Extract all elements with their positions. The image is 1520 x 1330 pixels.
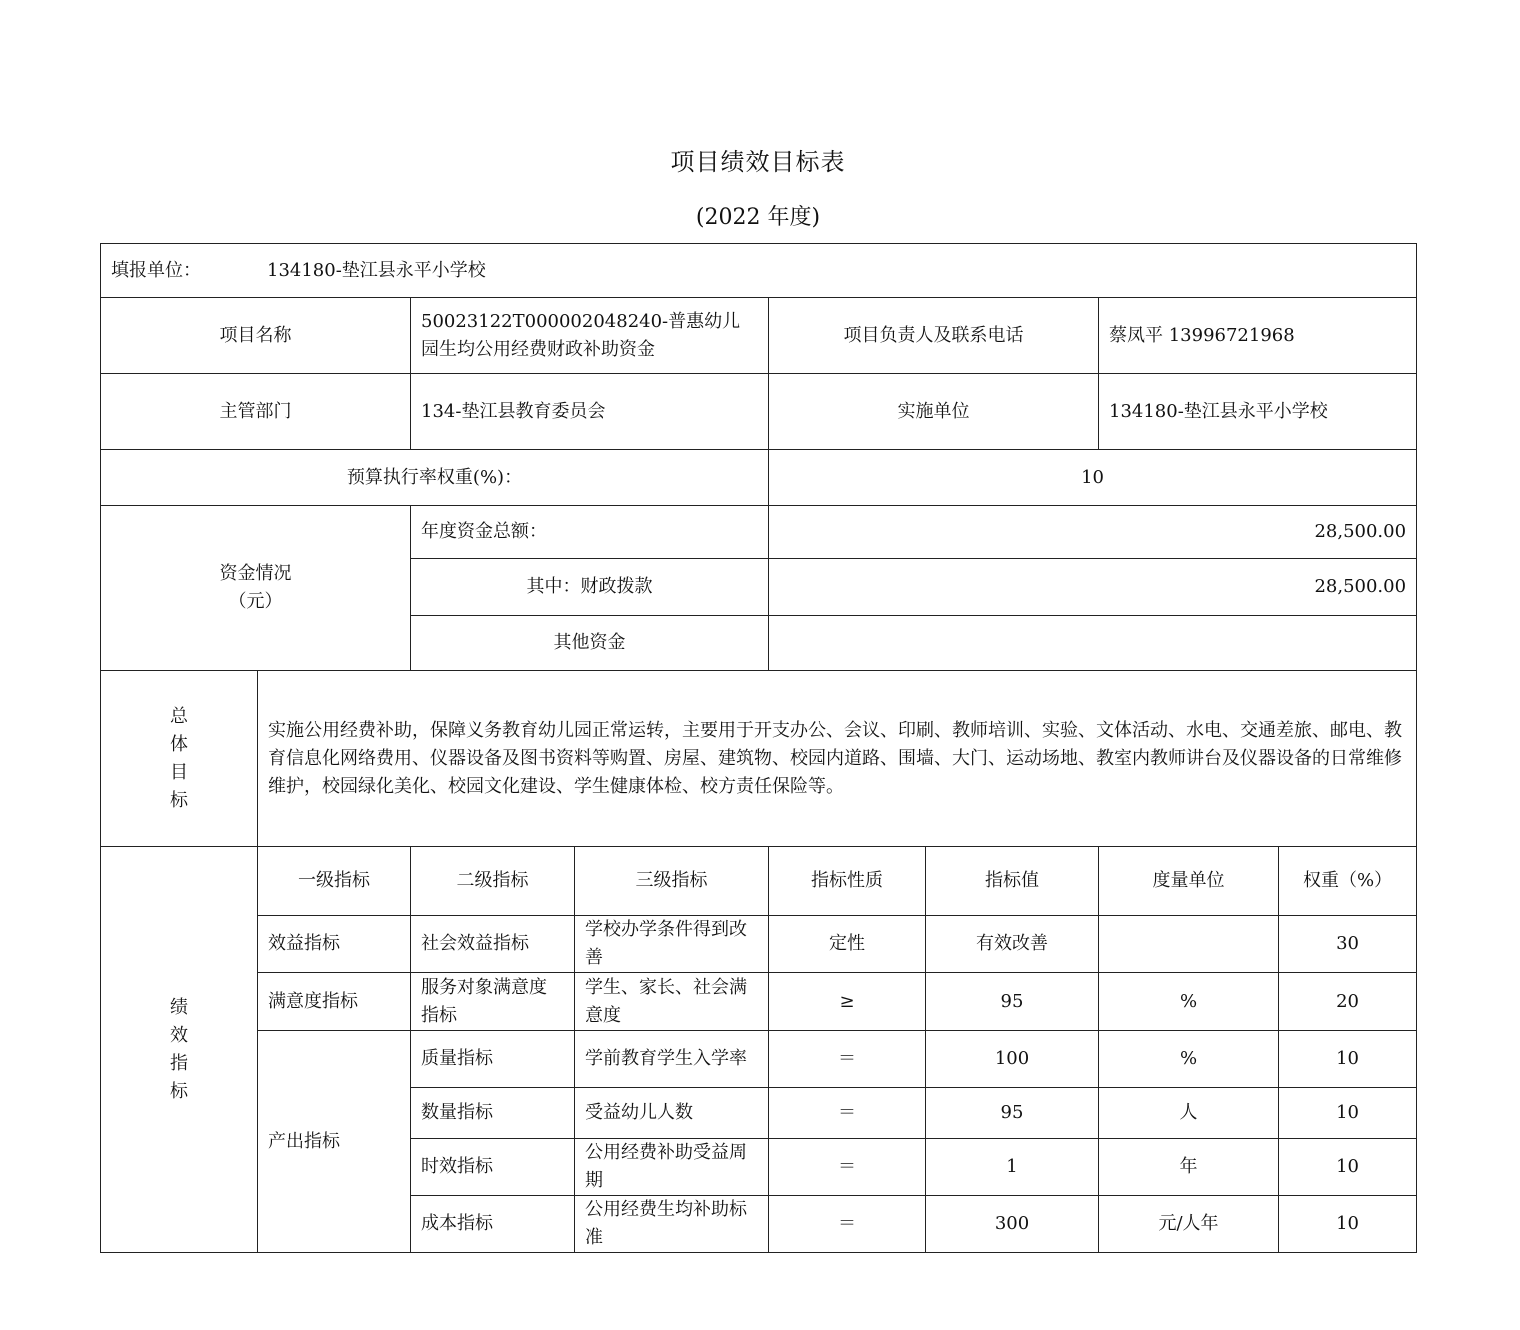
indicators-label xyxy=(101,847,258,1253)
budget-weight-row xyxy=(101,450,1417,506)
header-level1: 一级指标 xyxy=(258,847,411,916)
indicator-weight: 10 xyxy=(1279,1139,1417,1196)
overall-goal-label-char: 目 xyxy=(170,761,188,783)
indicator-value: 95 xyxy=(926,973,1099,1031)
indicator-weight: 20 xyxy=(1279,973,1417,1031)
overall-goal-label-char: 总 xyxy=(170,705,188,727)
header-value: 指标值 xyxy=(926,847,1099,916)
overall-goal-label-char: 标 xyxy=(170,789,188,811)
indicators-label-char: 指 xyxy=(170,1052,188,1074)
reporting-unit-label: 填报单位： xyxy=(111,259,201,281)
funds-label-line1: 资金情况 xyxy=(219,563,292,584)
funds-label xyxy=(101,506,411,671)
indicator-nature: ＝ xyxy=(769,1031,926,1088)
department-label: 主管部门 xyxy=(101,374,411,450)
reporting-unit-cell xyxy=(101,244,1417,298)
header-level3: 三级指标 xyxy=(575,847,769,916)
indicator-level3: 受益幼儿人数 xyxy=(575,1088,769,1139)
indicator-weight: 10 xyxy=(1279,1088,1417,1139)
indicator-level2: 社会效益指标 xyxy=(411,916,575,973)
overall-goal-row xyxy=(101,671,1417,847)
project-name-value: 50023122T000002048240-普惠幼儿园生均公用经费财政补助资金 xyxy=(411,298,769,374)
indicator-level3: 学前教育学生入学率 xyxy=(575,1031,769,1088)
header-unit: 度量单位 xyxy=(1099,847,1279,916)
indicator-header-row xyxy=(101,847,1417,916)
indicator-level2: 成本指标 xyxy=(411,1196,575,1253)
indicator-nature: 定性 xyxy=(769,916,926,973)
indicator-level1: 产出指标 xyxy=(258,1031,411,1253)
indicator-value: 300 xyxy=(926,1196,1099,1253)
indicator-value: 有效改善 xyxy=(926,916,1099,973)
implementing-unit-value: 134180-垫江县永平小学校 xyxy=(1099,374,1417,450)
project-name-label: 项目名称 xyxy=(101,298,411,374)
indicator-value: 100 xyxy=(926,1031,1099,1088)
indicator-nature: ≥ xyxy=(769,973,926,1031)
table-row xyxy=(101,916,1417,973)
indicator-level2: 时效指标 xyxy=(411,1139,575,1196)
indicator-value: 1 xyxy=(926,1139,1099,1196)
indicator-level1: 效益指标 xyxy=(258,916,411,973)
reporting-unit-value: 134180-垫江县永平小学校 xyxy=(267,259,486,281)
indicator-nature: ＝ xyxy=(769,1196,926,1253)
header-nature: 指标性质 xyxy=(769,847,926,916)
funds-label-line2: （元） xyxy=(228,591,283,612)
indicator-level2: 数量指标 xyxy=(411,1088,575,1139)
indicator-level3: 公用经费补助受益周期 xyxy=(575,1139,769,1196)
indicator-unit: 人 xyxy=(1099,1088,1279,1139)
indicator-value: 95 xyxy=(926,1088,1099,1139)
budget-weight-value: 10 xyxy=(769,450,1417,506)
funds-fiscal-label: 其中：财政拨款 xyxy=(411,559,769,616)
funds-other-value xyxy=(769,616,1417,671)
reporting-unit-row xyxy=(101,244,1417,298)
overall-goal-text: 实施公用经费补助，保障义务教育幼儿园正常运转，主要用于开支办公、会议、印刷、教师培训、实验、文体活动、水电、交通差旅、邮电、教育信息化网络费用、仪器设备及图书资料等购置、房屋、建筑物、校园内道路、围墙、大门、运动场地、教室内教师讲台及仪器设备的日常维修维护，校园绿化美化、校园文化建设、学生健康体检、校方责任保险等。 xyxy=(258,671,1417,847)
indicator-nature: ＝ xyxy=(769,1139,926,1196)
table-row xyxy=(101,973,1417,1031)
indicator-level2: 质量指标 xyxy=(411,1031,575,1088)
project-owner-label: 项目负责人及联系电话 xyxy=(769,298,1099,374)
department-row xyxy=(101,374,1417,450)
implementing-unit-label: 实施单位 xyxy=(769,374,1099,450)
page-title: 项目绩效目标表 xyxy=(670,148,846,176)
indicator-nature: ＝ xyxy=(769,1088,926,1139)
indicator-unit: % xyxy=(1099,973,1279,1031)
department-value: 134-垫江县教育委员会 xyxy=(411,374,769,450)
indicators-label-char: 标 xyxy=(170,1080,188,1102)
funds-fiscal-value: 28,500.00 xyxy=(769,559,1417,616)
header-level2: 二级指标 xyxy=(411,847,575,916)
indicators-label-char: 效 xyxy=(170,1024,188,1046)
indicator-level3: 学生、家长、社会满意度 xyxy=(575,973,769,1031)
table-row xyxy=(101,1031,1417,1088)
indicator-unit xyxy=(1099,916,1279,973)
indicator-weight: 10 xyxy=(1279,1196,1417,1253)
funds-total-label: 年度资金总额： xyxy=(411,506,769,559)
indicator-level2: 服务对象满意度指标 xyxy=(411,973,575,1031)
indicator-unit: 年 xyxy=(1099,1139,1279,1196)
indicator-level3: 学校办学条件得到改善 xyxy=(575,916,769,973)
project-name-row xyxy=(101,298,1417,374)
indicator-unit: % xyxy=(1099,1031,1279,1088)
header-weight: 权重（%） xyxy=(1279,847,1417,916)
performance-goal-table xyxy=(100,243,1417,1253)
overall-goal-label-char: 体 xyxy=(170,733,188,755)
funds-other-label: 其他资金 xyxy=(411,616,769,671)
indicator-weight: 30 xyxy=(1279,916,1417,973)
indicator-level1: 满意度指标 xyxy=(258,973,411,1031)
overall-goal-label xyxy=(101,671,258,847)
indicator-weight: 10 xyxy=(1279,1031,1417,1088)
indicators-label-char: 绩 xyxy=(170,996,188,1018)
budget-weight-label: 预算执行率权重(%)： xyxy=(101,450,769,506)
funds-total-value: 28,500.00 xyxy=(769,506,1417,559)
funds-total-row xyxy=(101,506,1417,559)
page-subtitle: (2022 年度) xyxy=(695,205,821,230)
project-owner-value: 蔡凤平 13996721968 xyxy=(1099,298,1417,374)
indicator-unit: 元/人年 xyxy=(1099,1196,1279,1253)
indicator-level3: 公用经费生均补助标准 xyxy=(575,1196,769,1253)
